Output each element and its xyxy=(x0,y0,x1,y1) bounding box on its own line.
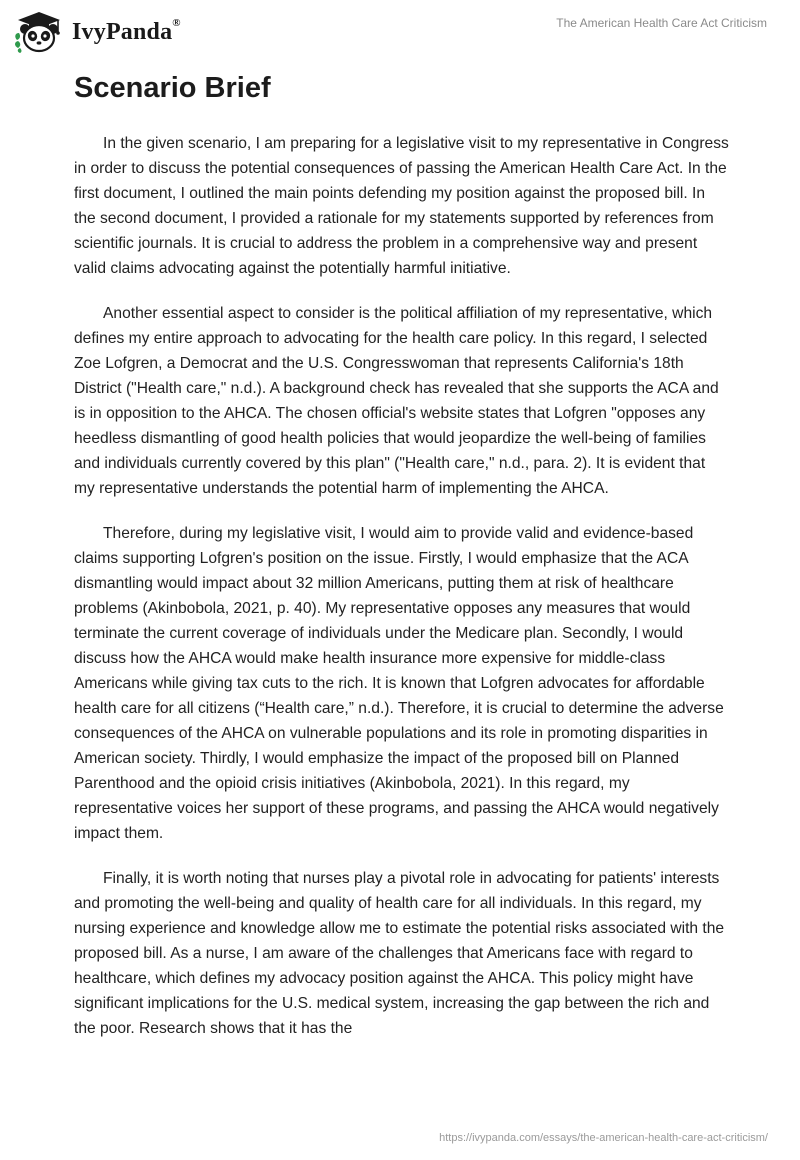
page-header xyxy=(0,0,800,60)
article-body xyxy=(74,131,730,1061)
registered-mark: ® xyxy=(172,16,181,29)
logo-wordmark xyxy=(72,16,181,46)
logo-text: IvyPanda xyxy=(72,18,173,45)
paragraph-4: Finally, it is worth noting that nurses play a pivotal role in advocating for patients' interests and promoting the well-being and quality of health care for all individuals. In this regard, my nursing experience and knowledge allow me to estimate the potential risks associated with the proposed bill. As a nurse, I am aware of the challenges that Americans face with regard to healthcare, which defines my advocacy position against the AHCA. This policy might have significant implications for the U.S. medical system, increasing the gap between the rich and the poor. Research shows that it has the xyxy=(74,870,725,1037)
document-title: The American Health Care Act Criticism xyxy=(556,16,767,30)
source-url[interactable]: https://ivypanda.com/essays/the-american-health-care-act-criticism/ xyxy=(439,1132,768,1144)
ivypanda-logo[interactable] xyxy=(14,10,181,54)
page-title: Scenario Brief xyxy=(74,72,271,104)
paragraph-1: In the given scenario, I am preparing for a legislative visit to my representative in Congress in order to discuss the potential consequences of passing the American Health Care Act. In the first document, I outlined the main points defending my position against the proposed bill. In the second document, I provided a rationale for my statements supported by references from scientific journals. It is crucial to address the problem in a comprehensive way and present valid claims advocating against the potentially harmful initiative. xyxy=(74,135,729,277)
panda-graduate-icon xyxy=(14,10,64,54)
paragraph-3: Therefore, during my legislative visit, I would aim to provide valid and evidence-based claims supporting Lofgren's position on the issue. Firstly, I would emphasize that the ACA dismantling would impact about 32 million Americans, putting them at risk of healthcare problems (Akinbobola, 2021, p. 40). My representative opposes any measures that would terminate the current coverage of individuals under the Medicare plan. Secondly, I would discuss how the AHCA would make health insurance more expensive for middle-class Americans while giving tax cuts to the rich. It is known that Lofgren advocates for affordable health care for all citizens (“Health care,” n.d.). Therefore, it is crucial to determine the adverse consequences of the AHCA on vulnerable populations and its role in promoting disparities in American society. Thirdly, I would emphasize the impact of the proposed bill on Planned Parenthood and the opioid crisis initiatives (Akinbobola, 2021). In this regard, my representative voices her support of these programs, and passing the AHCA would negatively impact them. xyxy=(74,525,724,842)
paragraph-2: Another essential aspect to consider is the political affiliation of my representative, which defines my entire approach to advocating for the health care policy. In this regard, I selected Zoe Lofgren, a Democrat and the U.S. Congresswoman that represents California's 18th District ("Health care," n.d.). A background check has revealed that she supports the ACA and is in opposition to the AHCA. The chosen official's website states that Lofgren "opposes any heedless dismantling of good health policies that would jeopardize the well-being of families and individuals currently covered by this plan" ("Health care," n.d., para. 2). It is evident that my representative understands the potential harm of implementing the AHCA. xyxy=(74,305,719,497)
